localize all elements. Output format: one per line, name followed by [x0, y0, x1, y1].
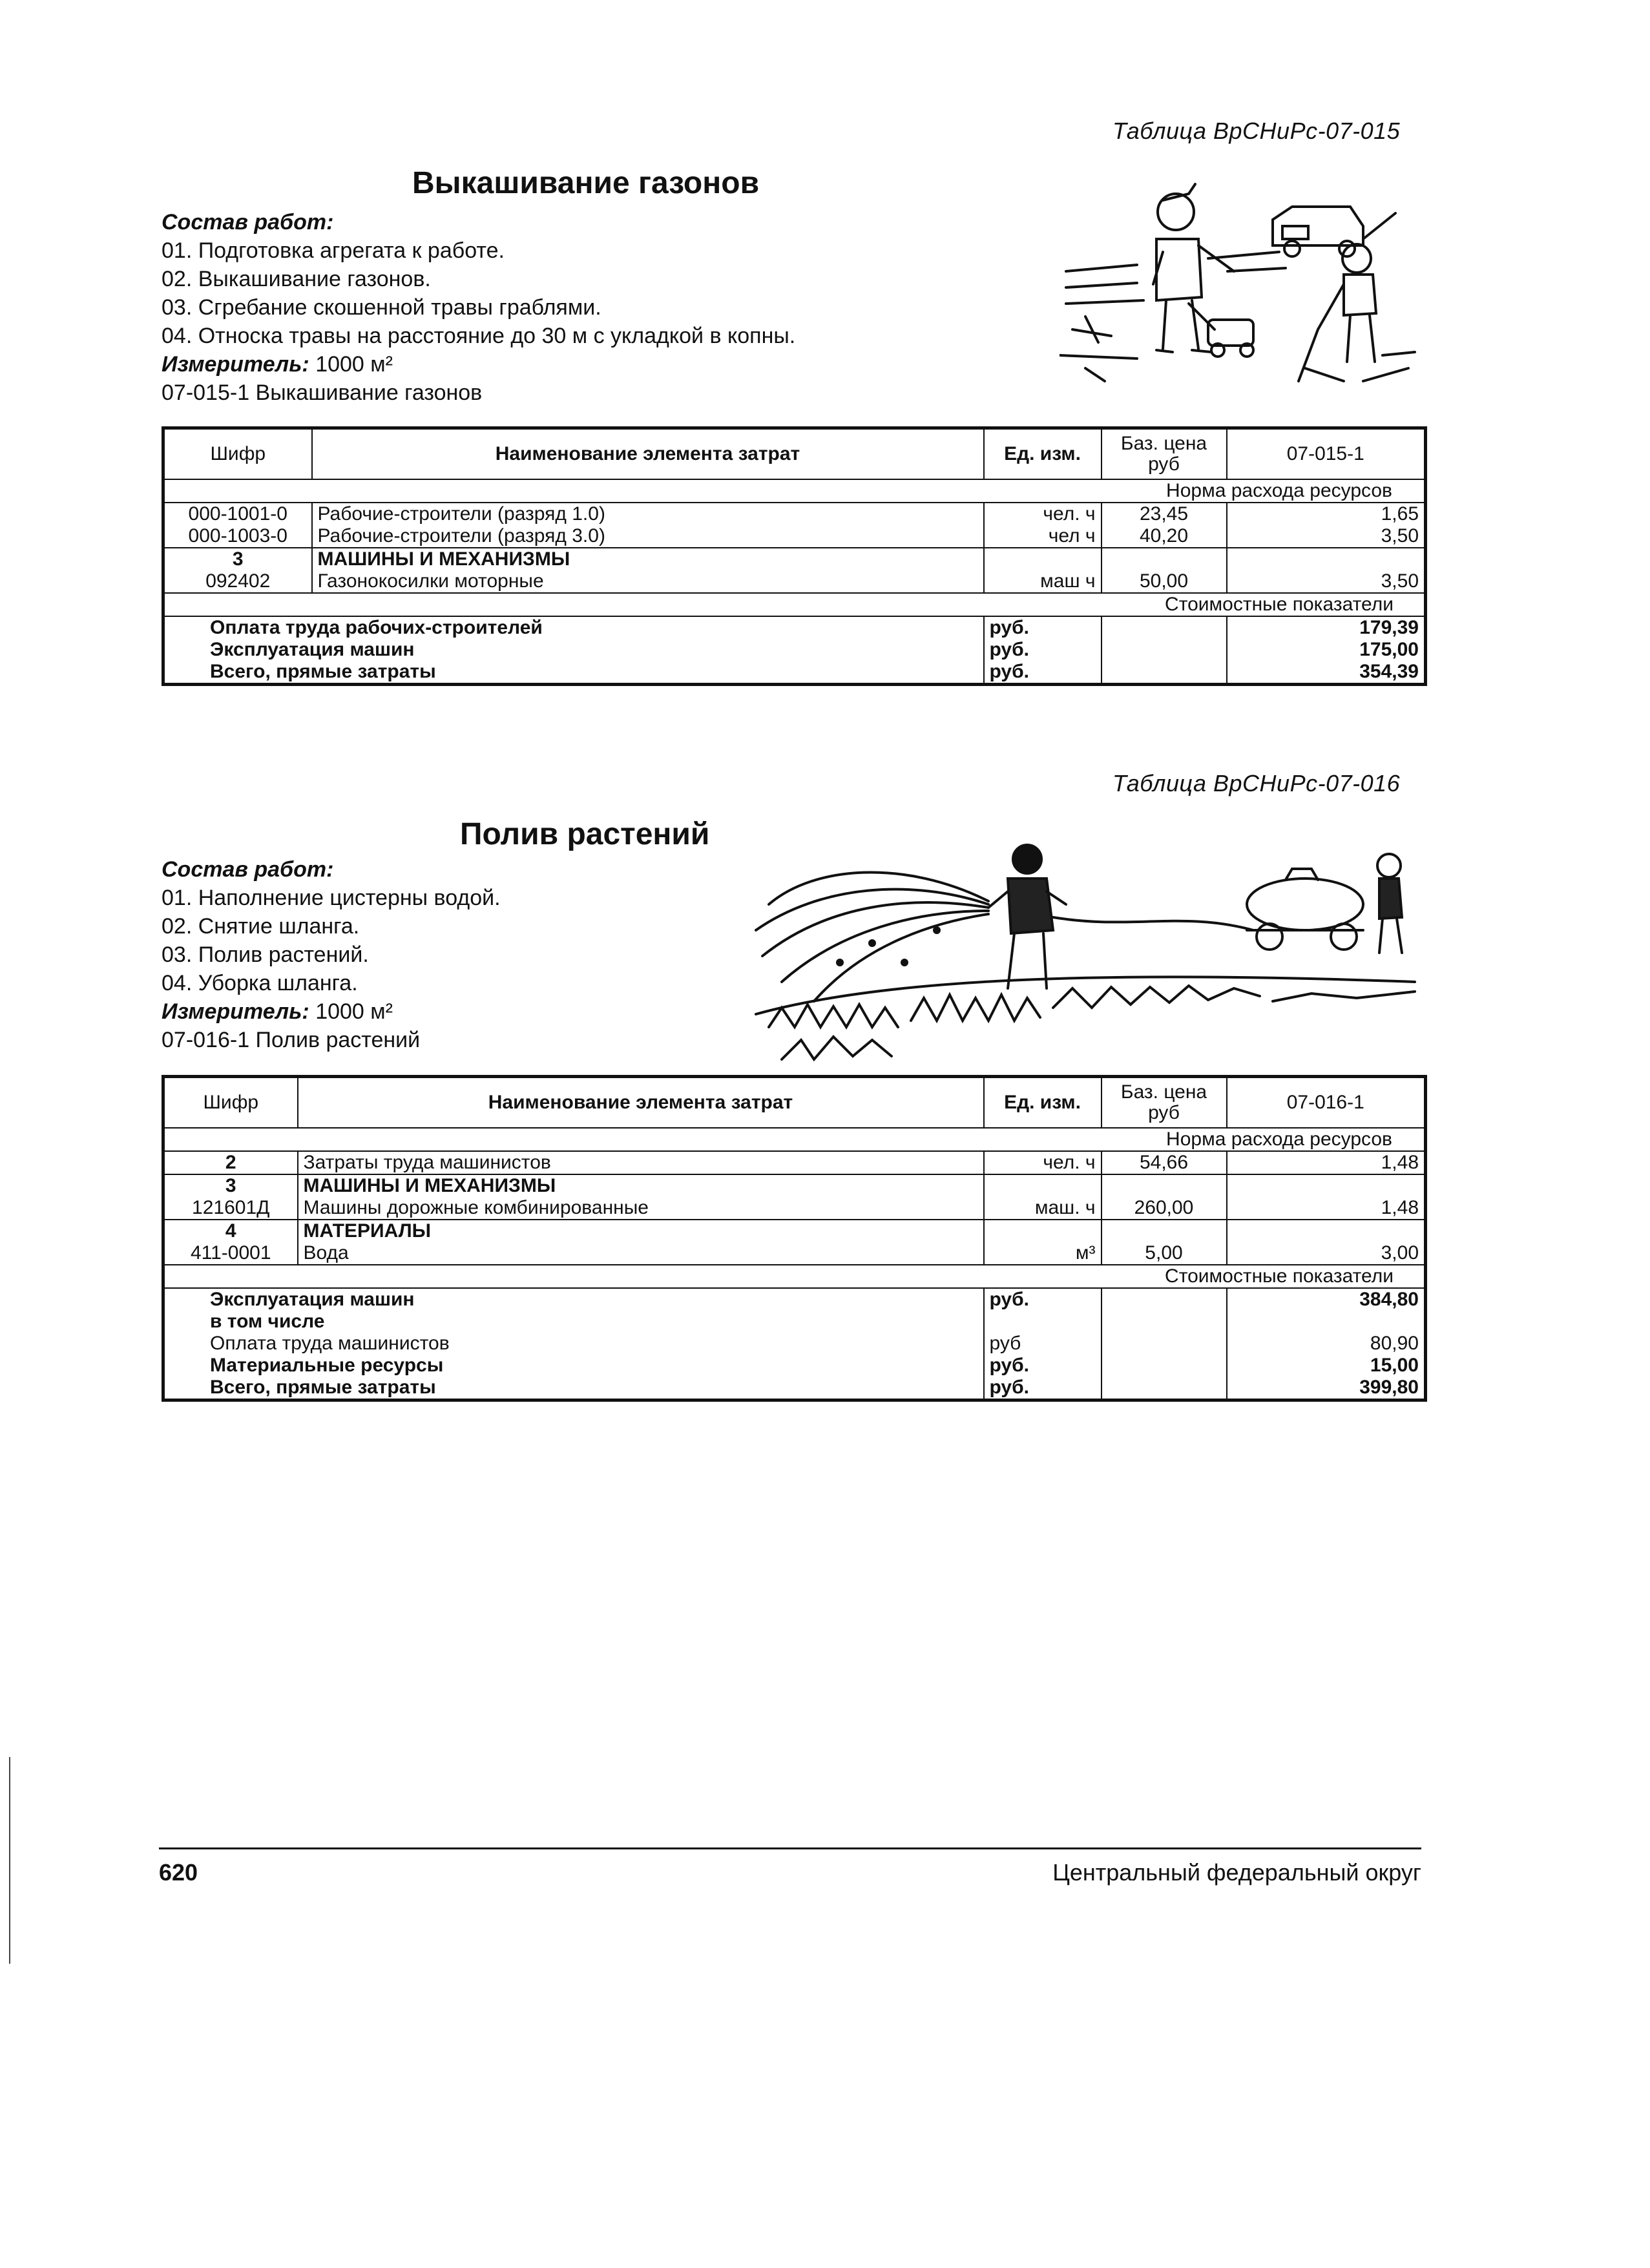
table-row	[163, 503, 1426, 525]
table-row	[163, 1220, 1426, 1242]
footer-divider	[159, 1847, 1421, 1849]
cell-code: 3	[163, 548, 312, 570]
cell-unit: чел. ч	[984, 1151, 1102, 1174]
cell-unit: м³	[984, 1242, 1102, 1265]
total-price	[1102, 1333, 1227, 1355]
composition-label: Состав работ:	[162, 857, 334, 882]
total-label: Материальные ресурсы	[163, 1355, 984, 1377]
measure-label: Измеритель:	[162, 352, 309, 377]
cost-label-row	[163, 1265, 1426, 1288]
item-code: 07-015-1 Выкашивание газонов	[162, 380, 483, 405]
section-title-2: Полив растений	[460, 817, 710, 851]
composition-label: Состав работ:	[162, 210, 334, 234]
cell-price: 23,45	[1102, 503, 1227, 525]
cell-code: 4	[163, 1220, 298, 1242]
cell-code: 2	[163, 1151, 298, 1174]
cell-code: 000-1003-0	[163, 525, 312, 548]
cell-unit	[984, 1220, 1102, 1242]
table-row	[163, 1174, 1426, 1197]
cell-unit: маш. ч	[984, 1197, 1102, 1220]
step: 02. Выкашивание газонов.	[162, 267, 431, 291]
header-unit: Ед. изм.	[984, 1077, 1102, 1129]
table-row	[163, 1242, 1426, 1265]
table-row	[163, 525, 1426, 548]
total-value: 175,00	[1227, 639, 1426, 661]
norm-label-row	[163, 1128, 1426, 1151]
footer-region: Центральный федеральный округ	[1052, 1859, 1421, 1886]
step: 02. Снятие шланга.	[162, 914, 360, 939]
cell-unit	[984, 548, 1102, 570]
total-label: Всего, прямые затраты	[163, 1377, 984, 1400]
cell-name: МАШИНЫ И МЕХАНИЗМЫ	[312, 548, 984, 570]
cell-price: 260,00	[1102, 1197, 1227, 1220]
section-title-1: Выкашивание газонов	[412, 166, 760, 200]
step: 03. Сгребание скошенной травы граблями.	[162, 295, 601, 320]
cell-value: 3,50	[1227, 525, 1426, 548]
cell-price: 50,00	[1102, 570, 1227, 593]
total-price	[1102, 1355, 1227, 1377]
table-row	[163, 1197, 1426, 1220]
total-price	[1102, 1377, 1227, 1400]
cell-price	[1102, 1174, 1227, 1197]
lawn-mowing-illustration	[1060, 174, 1421, 394]
totals-row	[163, 1377, 1426, 1400]
header-name: Наименование элемента затрат	[298, 1077, 984, 1129]
cell-name: МАТЕРИАЛЫ	[298, 1220, 984, 1242]
work-composition-2	[162, 855, 501, 1054]
total-unit: руб.	[984, 616, 1102, 639]
cell-unit: чел. ч	[984, 503, 1102, 525]
cell-name: Вода	[298, 1242, 984, 1265]
total-label: Оплата труда машинистов	[163, 1333, 984, 1355]
total-value: 179,39	[1227, 616, 1426, 639]
cell-value	[1227, 1220, 1426, 1242]
total-label: Эксплуатация машин	[163, 1288, 984, 1311]
total-label: в том числе	[163, 1311, 984, 1333]
totals-row	[163, 1333, 1426, 1355]
cell-name: Машины дорожные комбинированные	[298, 1197, 984, 1220]
total-unit: руб.	[984, 661, 1102, 685]
total-value: 15,00	[1227, 1355, 1426, 1377]
total-price	[1102, 1311, 1227, 1333]
measure-value: 1000 м²	[315, 352, 393, 377]
page-number: 620	[159, 1859, 198, 1886]
header-unit: Ед. изм.	[984, 428, 1102, 480]
table-row	[163, 1151, 1426, 1174]
cell-value: 1,65	[1227, 503, 1426, 525]
total-label: Эксплуатация машин	[163, 639, 984, 661]
header-item: 07-016-1	[1227, 1077, 1426, 1129]
cost-table-2	[162, 1075, 1427, 1402]
cell-unit: маш ч	[984, 570, 1102, 593]
margin-rule	[9, 1757, 10, 1964]
total-value: 354,39	[1227, 661, 1426, 685]
total-label: Оплата труда рабочих-строителей	[163, 616, 984, 639]
cell-value: 1,48	[1227, 1151, 1426, 1174]
total-unit: руб.	[984, 639, 1102, 661]
norm-label: Норма расхода ресурсов	[1166, 480, 1392, 501]
cell-code: 121601Д	[163, 1197, 298, 1220]
norm-label: Норма расхода ресурсов	[1166, 1129, 1392, 1150]
totals-row	[163, 661, 1426, 685]
step: 03. Полив растений.	[162, 942, 369, 967]
total-label: Всего, прямые затраты	[163, 661, 984, 685]
totals-row	[163, 616, 1426, 639]
work-composition-1	[162, 208, 795, 407]
total-value: 384,80	[1227, 1288, 1426, 1311]
cell-value: 3,50	[1227, 570, 1426, 593]
cost-label: Стоимостные показатели	[1165, 1265, 1394, 1287]
cell-name: Затраты труда машинистов	[298, 1151, 984, 1174]
table-row	[163, 548, 1426, 570]
total-price	[1102, 661, 1227, 685]
cell-name: Рабочие-строители (разряд 3.0)	[312, 525, 984, 548]
cell-code: 3	[163, 1174, 298, 1197]
cell-value	[1227, 548, 1426, 570]
cell-value	[1227, 1174, 1426, 1197]
cell-value: 1,48	[1227, 1197, 1426, 1220]
cell-price: 54,66	[1102, 1151, 1227, 1174]
cell-unit	[984, 1174, 1102, 1197]
total-unit	[984, 1311, 1102, 1333]
step: 04. Уборка шланга.	[162, 971, 358, 995]
step: 01. Подготовка агрегата к работе.	[162, 238, 505, 263]
header-item: 07-015-1	[1227, 428, 1426, 480]
cell-price: 40,20	[1102, 525, 1227, 548]
totals-row	[163, 1355, 1426, 1377]
cell-price	[1102, 548, 1227, 570]
total-unit: руб.	[984, 1377, 1102, 1400]
cell-code: 000-1001-0	[163, 503, 312, 525]
totals-row	[163, 1288, 1426, 1311]
table-label-2: Таблица ВрСНиРс-07-016	[1112, 770, 1401, 796]
total-unit: руб.	[984, 1288, 1102, 1311]
total-value	[1227, 1311, 1426, 1333]
header-code: Шифр	[163, 1077, 298, 1129]
cell-code: 411-0001	[163, 1242, 298, 1265]
cell-value: 3,00	[1227, 1242, 1426, 1265]
header-code: Шифр	[163, 428, 312, 480]
cost-table-1	[162, 426, 1427, 686]
watering-illustration	[743, 833, 1421, 1079]
total-price	[1102, 639, 1227, 661]
total-price	[1102, 616, 1227, 639]
cell-price	[1102, 1220, 1227, 1242]
total-price	[1102, 1288, 1227, 1311]
cell-code: 092402	[163, 570, 312, 593]
header-price: Баз. цена руб	[1102, 428, 1227, 480]
step: 01. Наполнение цистерны водой.	[162, 886, 501, 910]
cell-name: Рабочие-строители (разряд 1.0)	[312, 503, 984, 525]
totals-row	[163, 1311, 1426, 1333]
cell-name: МАШИНЫ И МЕХАНИЗМЫ	[298, 1174, 984, 1197]
totals-row	[163, 639, 1426, 661]
total-unit: руб.	[984, 1355, 1102, 1377]
cost-label: Стоимостные показатели	[1165, 594, 1394, 615]
total-value: 80,90	[1227, 1333, 1426, 1355]
table-label-1: Таблица ВрСНиРс-07-015	[1112, 118, 1401, 144]
cell-price: 5,00	[1102, 1242, 1227, 1265]
measure-label: Измеритель:	[162, 999, 309, 1024]
cost-label-row	[163, 593, 1426, 616]
table-row	[163, 570, 1426, 593]
total-unit: руб	[984, 1333, 1102, 1355]
norm-label-row	[163, 479, 1426, 503]
cell-name: Газонокосилки моторные	[312, 570, 984, 593]
cell-unit: чел ч	[984, 525, 1102, 548]
step: 04. Относка травы на расстояние до 30 м с укладкой в копны.	[162, 324, 796, 348]
total-value: 399,80	[1227, 1377, 1426, 1400]
header-price: Баз. цена руб	[1102, 1077, 1227, 1129]
measure-value: 1000 м²	[315, 999, 393, 1024]
item-code: 07-016-1 Полив растений	[162, 1028, 421, 1052]
header-name: Наименование элемента затрат	[312, 428, 984, 480]
